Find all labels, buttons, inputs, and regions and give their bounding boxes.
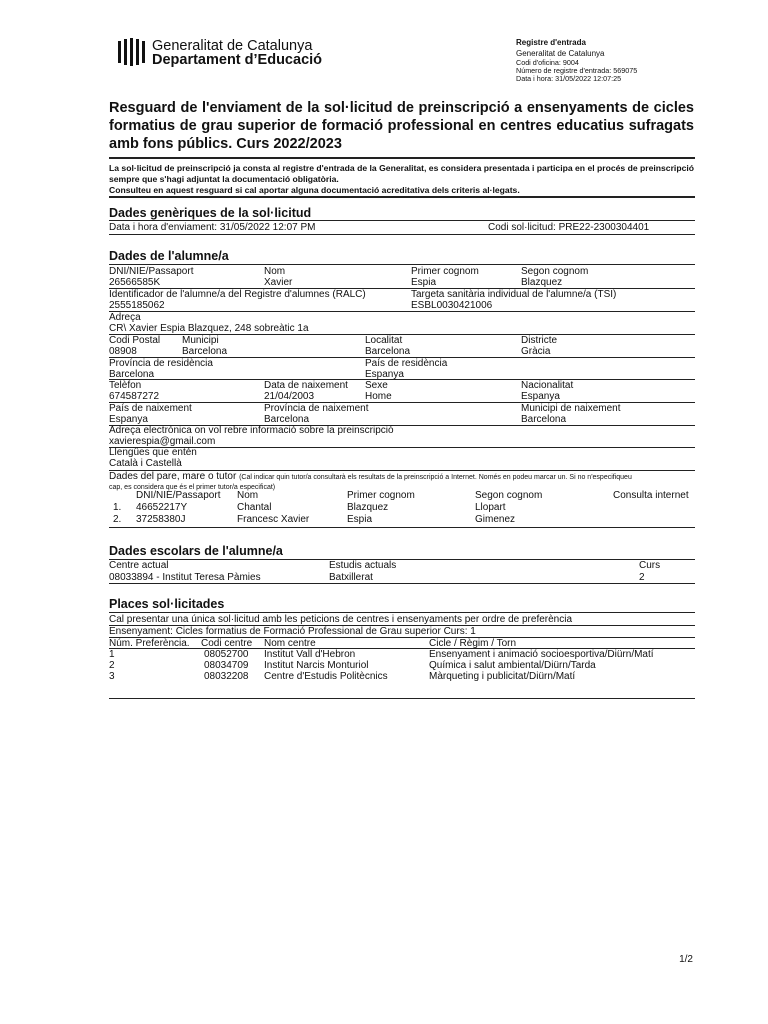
- cognom1-value: Espia: [411, 277, 437, 288]
- page-number: 1/2: [679, 954, 693, 965]
- department-name: Departament d’Educació: [152, 52, 323, 68]
- tutor-col-dni: DNI/NIE/Passaport: [136, 490, 221, 501]
- cognom2-label: Segon cognom: [521, 266, 589, 277]
- place-row-num: 1: [109, 649, 115, 660]
- studies-value: Batxillerat: [329, 572, 373, 583]
- tutor-row-dni: 46652217Y: [136, 502, 188, 513]
- registry-title: Registre d'entrada: [516, 38, 586, 47]
- course-label: Curs: [639, 560, 661, 571]
- teaching-line: Ensenyament: Cicles formatius de Formació Professional de Grau superior Curs: 1: [109, 626, 476, 637]
- nationality-label: Nacionalitat: [521, 380, 574, 391]
- province-value: Barcelona: [109, 369, 155, 380]
- place-row-code: 08052700: [204, 649, 249, 660]
- tutor-row-c2: Gimenez: [475, 514, 516, 525]
- tutor-note: (Cal indicar quin tutor/a consultarà els resultats de la preinscripció a Internet. Només en podeu marcar un. Si no n'especifiqueu: [239, 474, 632, 481]
- place-row-code: 08034709: [204, 660, 249, 671]
- course-value: 2: [639, 572, 645, 583]
- place-row-cycle: Ensenyament i animació socioesportiva/Diürn/Matí: [429, 649, 654, 660]
- col-code: Codi centre: [201, 638, 253, 649]
- place-row-cycle: Màrqueting i publicitat/Diürn/Matí: [429, 671, 576, 682]
- birth-country-value: Espanya: [109, 414, 148, 425]
- address-value: CR\ Xavier Espia Blazquez, 248 sobreàtic 1a: [109, 323, 309, 334]
- cognom2-value: Blazquez: [521, 277, 563, 288]
- district-label: Districte: [521, 335, 558, 346]
- place-row-name: Institut Vall d'Hebron: [264, 649, 356, 660]
- registry-number: Número de registre d'entrada: 569075: [516, 66, 638, 75]
- col-centre-name: Nom centre: [264, 638, 316, 649]
- tutor-row-c1: Espia: [347, 514, 373, 525]
- birthdate-value: 21/04/2003: [264, 391, 315, 402]
- phone-label: Telèfon: [109, 380, 142, 391]
- place-row-code: 08032208: [204, 671, 249, 682]
- place-row-name: Institut Narcis Monturiol: [264, 660, 369, 671]
- centre-value: 08033894 - Institut Teresa Pàmies: [109, 572, 261, 583]
- birth-municipality-value: Barcelona: [521, 414, 567, 425]
- notice: [109, 163, 694, 196]
- request-code: Codi sol·licitud: PRE22-2300304401: [488, 222, 650, 233]
- district-value: Gràcia: [521, 346, 551, 357]
- document-title: Resguard de l'enviament de la sol·licitud de preinscripció a ensenyaments de cicles formatius de grau superior de formació professional en centres educatius sufragats amb fons públics. Curs 2022/2023: [109, 100, 694, 152]
- registry-date: Data i hora: 31/05/2022 12:07:25: [516, 74, 622, 83]
- tutor-col-c1: Primer cognom: [347, 490, 415, 501]
- tutor-col-nom: Nom: [237, 490, 259, 501]
- dni-value: 26566585K: [109, 277, 161, 288]
- locality-value: Barcelona: [365, 346, 411, 357]
- tutor-label: Dades del pare, mare o tutor: [109, 471, 237, 482]
- tutor-col-internet: Consulta internet: [613, 490, 689, 501]
- municipality-label: Municipi: [182, 335, 219, 346]
- registry-office: Codi d'oficina: 9004: [516, 58, 579, 67]
- tutor-row-nom: Francesc Xavier: [237, 514, 310, 525]
- cp-value: 08908: [109, 346, 137, 357]
- dni-label: DNI/NIE/Passaport: [109, 266, 194, 277]
- place-row-cycle: Química i salut ambiental/Diürn/Tarda: [429, 660, 596, 671]
- col-cycle: Cicle / Règim / Torn: [429, 638, 517, 649]
- nom-label: Nom: [264, 266, 286, 277]
- tsi-value: ESBL0030421006: [411, 300, 493, 311]
- tutor-col-c2: Segon cognom: [475, 490, 543, 501]
- tutor-row-num: 1.: [113, 502, 122, 513]
- tutor-row-c2: Llopart: [475, 502, 506, 513]
- school-heading: Dades escolars de l'alumne/a: [109, 544, 283, 558]
- tutor-row-nom: Chantal: [237, 502, 272, 513]
- sex-label: Sexe: [365, 380, 388, 391]
- tutor-row-dni: 37258380J: [136, 514, 186, 525]
- municipality-value: Barcelona: [182, 346, 228, 357]
- nom-value: Xavier: [264, 277, 293, 288]
- generalitat-logo-icon: [116, 37, 146, 67]
- studies-label: Estudis actuals: [329, 560, 397, 571]
- col-preference: Núm. Preferència.: [109, 638, 190, 649]
- place-row-num: 3: [109, 671, 115, 682]
- languages-value: Català i Castellà: [109, 458, 182, 469]
- places-note: Cal presentar una única sol·licitud amb les peticions de centres i ensenyaments per ordre de preferència: [109, 614, 573, 625]
- birth-country-label: País de naixement: [109, 403, 192, 414]
- sex-value: Home: [365, 391, 392, 402]
- birth-province-value: Barcelona: [264, 414, 310, 425]
- registry-entity: Generalitat de Catalunya: [516, 49, 605, 58]
- tutor-row-num: 2.: [113, 514, 122, 525]
- country-value: Espanya: [365, 369, 404, 380]
- tutor-note-2: cap, es considera que és el primer tutor/a especificat): [109, 484, 276, 491]
- notice-line1: La sol·licitud de preinscripció ja consta al registre d'entrada de la Generalitat, es considera presentada i participa en el procés de preinscripció sempre que s'hagi adjuntat la documentació obligatòria.: [109, 163, 694, 184]
- languages-label: Llengües que entén: [109, 447, 197, 458]
- place-row-name: Centre d'Estudis Politècnics: [264, 671, 388, 682]
- phone-value: 674587272: [109, 391, 160, 402]
- country-label: País de residència: [365, 358, 448, 369]
- ralc-label: Identificador de l'alumne/a del Registre d'alumnes (RALC): [109, 289, 366, 300]
- org-name: Generalitat de Catalunya: [152, 38, 313, 54]
- place-row-num: 2: [109, 660, 115, 671]
- centre-label: Centre actual: [109, 560, 169, 571]
- province-label: Província de residència: [109, 358, 213, 369]
- birth-municipality-label: Municipi de naixement: [521, 403, 621, 414]
- birthdate-label: Data de naixement: [264, 380, 348, 391]
- tsi-label: Targeta sanitària individual de l'alumne/a (TSI): [411, 289, 617, 300]
- notice-line2: Consulteu en aquest resguard si cal aportar alguna documentació acreditativa dels criteris al·legats.: [109, 185, 520, 195]
- birth-province-label: Província de naixement: [264, 403, 369, 414]
- cp-label: Codi Postal: [109, 335, 161, 346]
- locality-label: Localitat: [365, 335, 403, 346]
- sent-date: Data i hora d'enviament: 31/05/2022 12:07 PM: [109, 222, 316, 233]
- email-label: Adreça electrònica on vol rebre informació sobre la preinscripció: [109, 425, 394, 436]
- places-heading: Places sol·licitades: [109, 597, 225, 611]
- generic-heading: Dades genèriques de la sol·licitud: [109, 206, 312, 220]
- address-label: Adreça: [109, 312, 141, 323]
- nationality-value: Espanya: [521, 391, 560, 402]
- cognom1-label: Primer cognom: [411, 266, 479, 277]
- student-heading: Dades de l'alumne/a: [109, 249, 229, 263]
- ralc-value: 2555185062: [109, 300, 165, 311]
- email-value: xavierespia@gmail.com: [109, 436, 216, 447]
- tutor-row-c1: Blazquez: [347, 502, 389, 513]
